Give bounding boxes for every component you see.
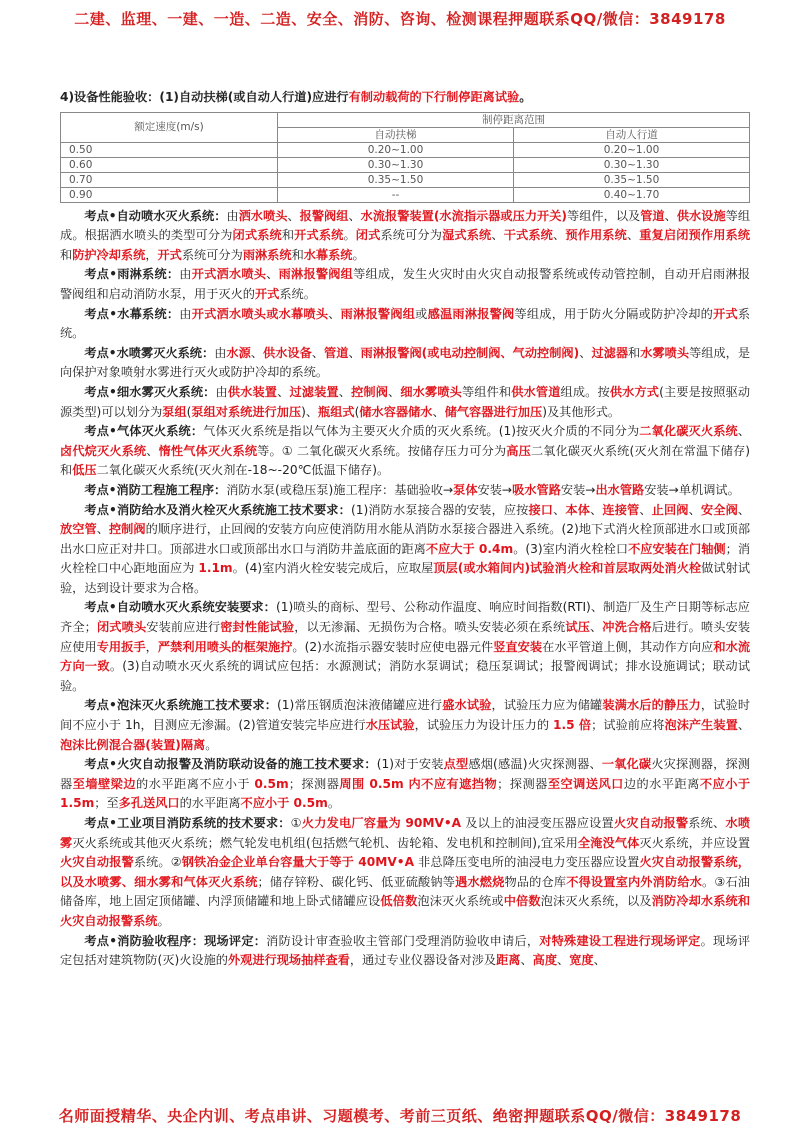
- highlighted-term: 过滤装置: [289, 384, 339, 399]
- body-text: 等组件，以及: [567, 208, 641, 223]
- highlighted-term: 管道: [324, 345, 349, 360]
- highlighted-term: 接口: [528, 502, 554, 517]
- body-text: 等。① 二氧化碳灭火系统。按储存压力可分为: [257, 443, 507, 458]
- table-row: [61, 187, 750, 202]
- highlighted-term: 雨淋系统: [242, 247, 292, 262]
- highlighted-term: 过滤器: [591, 345, 629, 360]
- body-text: 、: [664, 208, 677, 223]
- body-text: 由: [179, 267, 192, 282]
- body-text: 。现场评定包括对建筑物防(灭)火设施的: [60, 933, 751, 968]
- body-text: ；试验前应将: [591, 718, 665, 733]
- body-text: ；探测器: [288, 776, 340, 791]
- body-text: 、: [737, 718, 751, 733]
- key-point-title: 考点•工业项目消防系统的技术要求：: [84, 816, 291, 830]
- body-text: 二氧化碳灭火系统(灭火剂在-18~-20℃低温下储存)。: [96, 463, 390, 478]
- highlighted-term: 竖直安装: [493, 639, 543, 654]
- body-text: 、: [688, 502, 701, 517]
- table-cell: 0.20~1.00: [514, 142, 750, 157]
- highlighted-term: 本体: [565, 502, 591, 517]
- body-text: 、: [96, 522, 109, 537]
- body-text: 和: [281, 228, 295, 243]
- highlighted-term: 1.5 倍: [553, 718, 592, 733]
- highlighted-term: 连接管: [602, 502, 640, 517]
- body-text: 由: [215, 384, 228, 399]
- highlighted-term: 控制阀: [108, 522, 146, 537]
- key-point-title: 考点•火灾自动报警及消防联动设备的施工技术要求：: [84, 757, 377, 772]
- body-text: 、: [338, 384, 352, 399]
- body-text: ；储存锌粉、碳化钙、低亚硫酸钠等: [257, 874, 456, 889]
- body-text: ，以无渗漏、无损伤为合格。喷头安装必须在系统: [294, 620, 566, 635]
- heading-emphasis: 有制动载荷的下行制停距离试验: [348, 90, 520, 104]
- highlighted-term: 开式系统: [294, 228, 344, 243]
- table-cell: 0.60: [61, 157, 278, 172]
- highlighted-term: 水雾喷头: [640, 345, 690, 360]
- body-text: 边的水平距离: [623, 776, 700, 791]
- key-point-title: 考点•气体灭火系统：: [84, 424, 204, 439]
- knowledge-point-paragraph: [60, 501, 750, 599]
- body-text: 。(4)室内消火栓安装完成后，应取屋: [232, 561, 434, 576]
- equipment-performance-heading: [60, 88, 750, 108]
- highlighted-term: 不应小于 1.5m: [60, 776, 751, 811]
- highlighted-term: 卤代烷灭火系统: [60, 443, 147, 458]
- body-text: 、: [639, 502, 652, 517]
- table-cell: 0.40~1.70: [514, 187, 750, 202]
- body-text: 系统。: [279, 286, 316, 301]
- highlighted-term: 细水雾喷头: [400, 384, 462, 399]
- highlighted-term: 水幕系统: [303, 247, 353, 262]
- body-text: 泡沫灭火系统，以及: [540, 894, 652, 909]
- body-text: 、: [626, 228, 640, 243]
- highlighted-term: 火力发电厂容量为 90MV•A: [301, 816, 462, 830]
- body-text: ，: [145, 639, 158, 654]
- knowledge-point-paragraph: [60, 932, 750, 971]
- heading-prefix: 4)设备性能验收：: [60, 90, 160, 104]
- body-text: 物品的仓库: [504, 874, 567, 889]
- highlighted-term: 水喷雾: [60, 816, 751, 850]
- table-cell: --: [278, 187, 514, 202]
- body-text: ，试验压力为设计压力的: [414, 718, 554, 733]
- body-text: 、: [737, 502, 751, 517]
- table-cell: 0.30~1.30: [278, 157, 514, 172]
- table-cell: 0.20~1.00: [278, 142, 514, 157]
- highlighted-term: 闭式系统: [232, 228, 282, 243]
- highlighted-term: 雨淋报警阀(或电动控制阀、气动控制阀): [360, 345, 580, 360]
- body-text: 等组成。根据洒水喷头的类型可分为: [60, 208, 751, 243]
- body-text: (1)常压钢质泡沫液储罐应进行: [277, 698, 443, 713]
- highlighted-term: 控制阀: [351, 384, 389, 399]
- body-text: ①: [290, 816, 302, 830]
- highlighted-term: 严禁利用喷头的框架施拧: [157, 639, 293, 654]
- body-text: 。③石油储备库，地上固定顶储罐、内浮顶储罐和地上卧式储罐应设: [60, 874, 750, 909]
- key-point-title: 考点•水喷雾灭火系统：: [84, 345, 215, 360]
- highlighted-term: 放空管: [60, 522, 97, 537]
- heading-suffix: 。: [519, 90, 532, 104]
- highlighted-term: 瓶组式: [318, 404, 355, 419]
- highlighted-term: 一氧化碳: [601, 757, 652, 772]
- highlighted-term: 管道: [640, 208, 665, 223]
- highlighted-term: 不应安装在门轴侧: [628, 541, 726, 556]
- body-text: 、: [388, 384, 401, 399]
- highlighted-term: 周围 0.5m 内不应有遮挡物: [339, 776, 498, 791]
- heading-text: (1)自动扶梯(或自动人行道)应进行: [159, 90, 349, 104]
- knowledge-points: [60, 207, 750, 971]
- highlighted-term: 泡沫产生装置: [664, 718, 738, 733]
- body-text: 由: [226, 208, 239, 223]
- highlighted-term: 干式系统: [503, 228, 553, 243]
- body-text: ，试验压力应为储罐: [491, 698, 603, 713]
- body-text: 由: [214, 345, 227, 360]
- knowledge-point-paragraph: [60, 814, 750, 932]
- key-point-title: 考点•水幕系统：: [84, 306, 180, 321]
- body-text: 系统可分为: [181, 247, 243, 262]
- highlighted-term: 不应大于 0.4m: [425, 541, 514, 556]
- body-text: 、: [348, 345, 361, 360]
- highlighted-term: 冲洗合格: [602, 620, 652, 635]
- knowledge-point-paragraph: [60, 481, 750, 501]
- highlighted-term: 外观进行现场抽样查看: [227, 953, 350, 968]
- body-text: 等组成，用于防火分隔或防护冷却的: [514, 306, 714, 321]
- body-text: 的水平距离不应小于: [136, 776, 255, 791]
- body-text: 由: [179, 306, 192, 321]
- body-text: 、: [553, 228, 566, 243]
- body-text: 系统。②: [133, 855, 182, 870]
- highlighted-term: 0.5m: [254, 776, 289, 791]
- body-text: 泡沫灭火系统或: [417, 894, 504, 909]
- body-text: 组成。按: [560, 384, 610, 399]
- body-text: 、: [266, 267, 279, 282]
- body-text: 。: [157, 913, 170, 928]
- highlighted-term: 二氧化碳灭火系统: [639, 424, 738, 439]
- highlighted-term: 惰性气体灭火系统: [158, 443, 258, 458]
- highlighted-term: 中倍数: [503, 894, 541, 909]
- body-text: 非总降压变电所的油浸电力变压器应设置: [414, 855, 640, 870]
- highlighted-term: 火灾自动报警: [613, 816, 689, 830]
- body-text: 气体灭火系统是指以气体为主要灭火介质的灭火系统。(1)按灭火介质的不同分为: [203, 424, 640, 439]
- body-text: 的顺序进行，止回阀的安装方向应使消防用水能从消防水泵接合器进入系统。(2)地下式消火栓顶部进水口或顶部出水口应正对井口。顶部进水口或顶部出水口与消防井盖底面的距离: [60, 522, 751, 556]
- highlighted-term: 低倍数: [380, 894, 418, 909]
- highlighted-term: 专用扳手: [96, 639, 146, 654]
- highlighted-term: 不得设置室内外消防给水: [566, 874, 703, 889]
- body-text: 等组成，发生火灾时由火灾自动报警系统或传动管控制，自动开启雨淋报警阀组和启动消防水泵，用于灭火的: [60, 267, 751, 301]
- knowledge-point-paragraph: [60, 422, 750, 481]
- table-cell: 0.70: [61, 172, 278, 187]
- highlighted-term: 储气容器进行加压: [444, 404, 543, 419]
- highlighted-term: 至墙壁梁边: [72, 776, 137, 791]
- body-text: ；消火栓栓口中心距地面应为: [60, 541, 751, 576]
- highlighted-term: 距离: [496, 953, 521, 968]
- knowledge-point-paragraph: [60, 755, 750, 814]
- highlighted-term: 重复启闭预作用系统: [639, 228, 751, 243]
- highlighted-term: 水压试验: [365, 718, 415, 733]
- highlighted-term: 雨淋报警阀组: [340, 306, 416, 321]
- body-text: 二氧化碳灭火系统(灭火剂在常温下储存)和: [60, 443, 751, 478]
- highlighted-term: 闭式: [355, 228, 381, 243]
- body-text: ，: [145, 247, 158, 262]
- highlighted-term: 湿式系统: [442, 228, 492, 243]
- top-banner: 二建、监理、一建、一造、二造、安全、消防、咨询、检测课程押题联系QQ/微信：3849178: [74, 10, 726, 28]
- body-text: 。: [343, 228, 356, 243]
- highlighted-term: 洒水喷头: [238, 208, 288, 223]
- table-row: [61, 172, 750, 187]
- body-text: ；至: [94, 796, 119, 811]
- body-text: (1)喷头的商标、型号、公称动作温度、响应时间指数(RTI)、制造厂及生产日期等标志应齐全；: [60, 600, 750, 635]
- highlighted-term: 水源: [226, 345, 251, 360]
- body-text: 、: [287, 208, 300, 223]
- highlighted-term: 高压: [506, 443, 531, 458]
- body-text: 在水平管道上侧，其动作方向应: [542, 639, 714, 654]
- body-text: 和: [628, 345, 641, 360]
- body-text: 、: [146, 443, 159, 458]
- knowledge-point-paragraph: [60, 696, 750, 755]
- highlighted-term: 泡沫比例混合器(装置)隔离: [60, 737, 206, 752]
- highlighted-term: 宽度: [569, 953, 594, 968]
- highlighted-term: 止回阀: [651, 502, 689, 517]
- body-text: 、: [250, 345, 264, 360]
- body-text: ；探测器: [497, 776, 548, 791]
- key-point-title: 考点•自动喷水灭火系统安装要求：: [84, 600, 276, 615]
- highlighted-term: 对特殊建设工程进行现场评定: [539, 933, 701, 948]
- table-row: [61, 142, 750, 157]
- highlighted-term: 闭式喷头: [96, 620, 147, 635]
- body-text: 。: [327, 796, 341, 811]
- key-point-title: 考点•消防给水及消火栓灭火系统施工技术要求：: [84, 502, 351, 517]
- highlighted-term: 开式: [157, 247, 182, 262]
- knowledge-point-paragraph: [60, 207, 750, 266]
- key-point-title: 考点•雨淋系统：: [84, 267, 180, 282]
- body-text: 及以上的油浸变压器应设置: [461, 816, 614, 830]
- body-text: 、: [432, 404, 445, 419]
- highlighted-term: 开式洒水喷头: [191, 267, 267, 282]
- highlighted-term: 泵组对系统进行加压: [191, 404, 302, 419]
- table-body: [61, 142, 750, 202]
- highlighted-term: 试压: [565, 620, 590, 635]
- header-escalator: 自动扶梯: [278, 127, 514, 142]
- bottom-banner: 名师面授精华、央企内训、考点串讲、习题模考、考前三页纸、绝密押题联系QQ/微信：3849178: [58, 1107, 742, 1125]
- body-text: 灭火系统或其他灭火系统；燃气轮发电机组(包括燃气轮机、齿轮箱、发电机和控制间),宜采用: [72, 835, 578, 850]
- highlighted-term: 和水流方向一致: [60, 639, 751, 674]
- body-text: 。(3)自动喷水灭火系统的调试应包括：水源测试；消防水泵调试；稳压泵调试；报警阀调试；排水设施调试；联动试验。: [60, 659, 751, 693]
- body-text: (1)对于安装: [376, 757, 444, 772]
- highlighted-term: 安全阀: [700, 502, 738, 517]
- body-text: 安装→: [560, 482, 596, 497]
- body-text: 。: [205, 737, 218, 752]
- body-text: )及其他形式。: [542, 404, 621, 419]
- table-cell: 0.50: [61, 142, 278, 157]
- body-text: 、: [348, 208, 361, 223]
- key-point-title: 考点•消防工程施工程序：: [84, 482, 227, 497]
- body-text: (: [186, 404, 192, 419]
- highlighted-term: 吸水管路: [512, 482, 561, 497]
- body-text: 、: [491, 228, 504, 243]
- body-text: 、: [737, 424, 751, 439]
- highlighted-term: 雨淋报警阀组: [278, 267, 354, 282]
- body-text: 和: [291, 247, 304, 262]
- knowledge-point-paragraph: [60, 598, 750, 696]
- body-text: 、: [593, 953, 606, 968]
- highlighted-term: 密封性能试验: [220, 620, 295, 635]
- body-text: 。: [352, 247, 365, 262]
- highlighted-term: 防护冷却系统: [72, 247, 146, 262]
- highlighted-term: 供水装置: [227, 384, 278, 399]
- body-text: ，试验时间不应小于 1h，目测应无渗漏。(2)管道安装完毕应进行: [60, 698, 751, 733]
- highlighted-term: 火灾自动报警系统，以及水喷雾、细水雾和气体灭火系统: [60, 855, 750, 889]
- body-text: (主要是按照驱动源类型)可以划分为: [60, 384, 751, 419]
- highlighted-term: 火灾自动报警: [60, 855, 134, 870]
- highlighted-term: 泵组: [162, 404, 187, 419]
- highlighted-term: 供水方式: [609, 384, 660, 399]
- knowledge-point-paragraph: [60, 265, 750, 304]
- highlighted-term: 泵体: [453, 482, 478, 497]
- page-content: [60, 88, 750, 971]
- body-text: 和: [60, 247, 73, 262]
- highlighted-term: 出水管路: [595, 482, 645, 497]
- highlighted-term: 多孔送风口: [118, 796, 180, 811]
- body-text: 、: [328, 306, 341, 321]
- highlighted-term: 开式: [713, 306, 738, 321]
- highlighted-term: 盛水试验: [442, 698, 492, 713]
- highlighted-term: 报警阀组: [299, 208, 349, 223]
- body-text: 火灾探测器，探测器: [60, 757, 751, 791]
- body-text: 安装→: [477, 482, 513, 497]
- highlighted-term: 开式: [255, 286, 280, 301]
- highlighted-term: 1.1m: [198, 561, 233, 576]
- table-cell: 0.30~1.30: [514, 157, 750, 172]
- body-text: 系统可分为: [380, 228, 443, 243]
- body-text: 等组件和: [461, 384, 512, 399]
- key-point-title: 考点•泡沫灭火系统施工技术要求：: [84, 698, 278, 713]
- body-text: 灭火系统，并应设置: [639, 835, 751, 850]
- body-text: (1)消防水泵接合器的安装，应按: [350, 502, 529, 517]
- body-text: 、: [277, 384, 290, 399]
- body-text: 、: [553, 502, 566, 517]
- body-text: 、: [520, 953, 533, 968]
- highlighted-term: 不应小于 0.5m: [240, 796, 328, 811]
- highlighted-term: 低压: [72, 463, 97, 478]
- knowledge-point-paragraph: [60, 344, 750, 383]
- body-text: 。(2)水流指示器安装时应使电器元件: [292, 639, 494, 654]
- body-text: 等组成，是向保护对象喷射水雾进行灭火或防护冷却的系统。: [60, 345, 751, 380]
- header-braking-range: 制停距离范围: [278, 112, 750, 127]
- key-point-title: 考点•消防验收程序：现场评定：: [84, 933, 267, 948]
- highlighted-term: 供水管道: [511, 384, 561, 399]
- body-text: 做试射试验，达到设计要求为合格。: [60, 561, 751, 595]
- highlighted-term: 水流报警装置(水流指示器或压力开关): [360, 208, 568, 223]
- highlighted-term: 装满水后的静压力: [602, 698, 701, 713]
- highlighted-term: 开式洒水喷头或水幕喷头: [191, 306, 329, 321]
- highlighted-term: 遇水燃烧: [455, 874, 505, 889]
- body-text: ，通过专业仪器设备对涉及: [349, 953, 497, 968]
- header-moving-walkway: 自动人行道: [514, 127, 750, 142]
- body-text: 。(3)室内消火栓栓口: [513, 541, 629, 556]
- highlighted-term: 储水容器储水: [359, 404, 433, 419]
- knowledge-point-paragraph: [60, 383, 750, 422]
- body-text: 、: [589, 620, 603, 635]
- highlighted-term: 供水设备: [263, 345, 312, 360]
- table-cell: 0.35~1.50: [278, 172, 514, 187]
- highlighted-term: 顶层(或水箱间内)试验消火栓和首层取两处消火栓: [433, 561, 702, 576]
- highlighted-term: 高度: [532, 953, 558, 968]
- body-text: 或: [415, 306, 428, 321]
- body-text: 、: [590, 502, 603, 517]
- body-text: 系统。: [60, 306, 751, 341]
- table-cell: 0.90: [61, 187, 278, 202]
- body-text: 、: [557, 953, 570, 968]
- highlighted-term: 感温雨淋报警阀: [427, 306, 515, 321]
- knowledge-point-paragraph: [60, 305, 750, 344]
- header-rated-speed: 额定速度(m/s): [61, 112, 278, 142]
- table-cell: 0.35~1.50: [514, 172, 750, 187]
- body-text: 感烟(感温)火灾探测器、: [468, 757, 602, 772]
- body-text: (: [354, 404, 360, 419]
- highlighted-term: 全淹没气体: [577, 835, 640, 850]
- highlighted-term: 至空调送风口: [547, 776, 624, 791]
- body-text: 消防水泵(或稳压泵)施工程序：基础验收→: [226, 482, 454, 497]
- body-text: 后进行。喷头安装应使用: [60, 620, 751, 654]
- highlighted-term: 消防冷却水系统和火灾自动报警系统: [60, 894, 751, 928]
- highlighted-term: 供水设施: [676, 208, 726, 223]
- braking-distance-table: [60, 112, 750, 203]
- body-text: )、: [301, 404, 319, 419]
- table-row: [61, 157, 750, 172]
- highlighted-term: 预作用系统: [565, 228, 627, 243]
- highlighted-term: 点型: [443, 757, 469, 772]
- body-text: 系统、: [688, 816, 726, 830]
- body-text: 、: [311, 345, 325, 360]
- body-text: 的水平距离: [179, 796, 241, 811]
- body-text: 安装→单机调试。: [644, 482, 740, 497]
- key-point-title: 考点•自动喷水灭火系统：: [84, 208, 227, 223]
- highlighted-term: 钢铁冶金企业单台容量大于等于 40MV•A: [181, 855, 415, 870]
- key-point-title: 考点•细水雾灭火系统：: [84, 384, 216, 399]
- body-text: 安装前应进行: [146, 620, 221, 635]
- body-text: 消防设计审查验收主管部门受理消防验收申请后，: [266, 933, 540, 948]
- body-text: 、: [579, 345, 592, 360]
